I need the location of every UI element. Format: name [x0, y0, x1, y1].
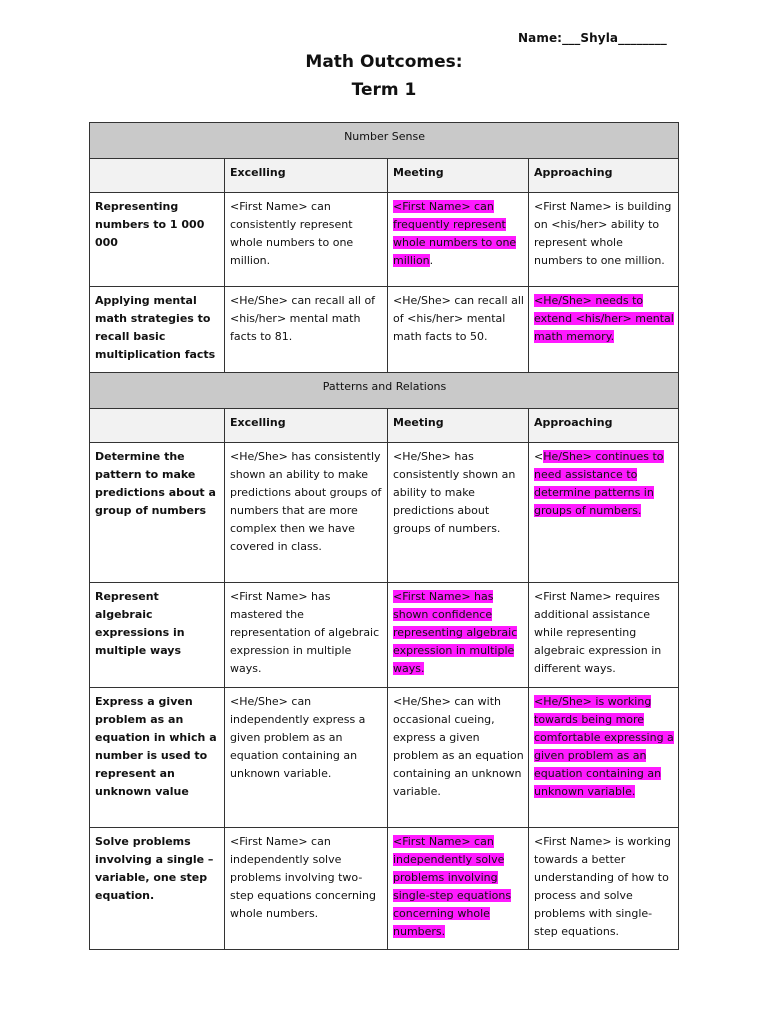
outcome-cell: Representing numbers to 1 000 000: [90, 193, 225, 287]
approaching-cell: [529, 828, 679, 950]
outcome-cell: Determine the pattern to make predictions about a group of numbers: [90, 443, 225, 583]
highlighted-text: He/She> continues to need assistance to determine patterns in groups of numbers.: [534, 450, 664, 517]
cell-text: <First Name> is building on <his/her> ability to represent whole numbers to one million.: [534, 200, 672, 267]
approaching-cell: [529, 443, 679, 583]
section-title: Number Sense: [90, 123, 679, 159]
table-row: [90, 287, 679, 373]
column-header-excelling: Excelling: [225, 159, 388, 193]
student-name-line: Name:___Shyla________: [518, 31, 667, 45]
cell-text: <He/She> can with occasional cueing, express a given problem as an equation containing an unknown variable.: [393, 695, 524, 798]
outcome-cell: Solve problems involving a single – variable, one step equation.: [90, 828, 225, 950]
table-row: [90, 828, 679, 950]
column-header-row: [90, 159, 679, 193]
outcome-cell: Applying mental math strategies to recall basic multiplication facts: [90, 287, 225, 373]
highlighted-text: <First Name> can frequently represent whole numbers to one million: [393, 200, 517, 267]
column-header-meeting: Meeting: [388, 159, 529, 193]
table-row: [90, 443, 679, 583]
column-header-approaching: Approaching: [529, 409, 679, 443]
page-subtitle-term: Term 1: [351, 80, 417, 100]
meeting-cell: [388, 287, 529, 373]
excelling-cell: [225, 583, 388, 688]
excelling-cell: [225, 287, 388, 373]
blank-header-cell: [90, 409, 225, 443]
column-header-approaching: Approaching: [529, 159, 679, 193]
approaching-cell: [529, 193, 679, 287]
meeting-cell: [388, 443, 529, 583]
approaching-cell: [529, 688, 679, 828]
table-row: [90, 193, 679, 287]
table-row: [90, 583, 679, 688]
cell-text: <First Name> requires additional assistance while representing algebraic expression in different ways.: [534, 590, 662, 675]
outcome-cell: Represent algebraic expressions in multiple ways: [90, 583, 225, 688]
outcome-cell: Express a given problem as an equation in which a number is used to represent an unknown value: [90, 688, 225, 828]
excelling-cell: [225, 443, 388, 583]
cell-text: <First Name> has mastered the representation of algebraic expression in multiple ways.: [230, 590, 380, 675]
section-header-row: [90, 373, 679, 409]
approaching-cell: [529, 287, 679, 373]
cell-text: <First Name> can independently solve problems involving two-step equations concerning whole numbers.: [230, 835, 376, 920]
meeting-cell: [388, 688, 529, 828]
column-header-row: [90, 409, 679, 443]
cell-text: <He/She> can recall all of <his/her> mental math facts to 81.: [230, 294, 376, 343]
table-row: [90, 688, 679, 828]
section-title: Patterns and Relations: [90, 373, 679, 409]
cell-text: <He/She> can independently express a given problem as an equation containing an unknown variable.: [230, 695, 366, 780]
cell-text: <First Name> is working towards a better understanding of how to process and solve problems with single-step equations.: [534, 835, 671, 938]
approaching-cell: [529, 583, 679, 688]
excelling-cell: [225, 688, 388, 828]
highlighted-text: <First Name> has shown confidence representing algebraic expression in multiple ways.: [393, 590, 518, 675]
cell-text: <He/She> has consistently shown an ability to make predictions about groups of numbers.: [393, 450, 516, 535]
cell-text: <He/She> has consistently shown an ability to make predictions about groups of numbers that are more complex then we have covered in class.: [230, 450, 382, 553]
column-header-excelling: Excelling: [225, 409, 388, 443]
outcomes-table: [89, 122, 679, 950]
meeting-cell: [388, 828, 529, 950]
section-header-row: [90, 123, 679, 159]
highlighted-text: <He/She> needs to extend <his/her> mental math memory.: [534, 294, 674, 343]
meeting-cell: [388, 193, 529, 287]
meeting-cell: [388, 583, 529, 688]
cell-text-suffix: .: [429, 254, 434, 267]
cell-text-prefix: <: [534, 450, 544, 463]
highlighted-text: <First Name> can independently solve problems involving single-step equations concerning whole numbers.: [393, 835, 512, 938]
blank-header-cell: [90, 159, 225, 193]
cell-text: <First Name> can consistently represent whole numbers to one million.: [230, 200, 354, 267]
excelling-cell: [225, 193, 388, 287]
page-title: Math Outcomes:: [305, 52, 463, 72]
column-header-meeting: Meeting: [388, 409, 529, 443]
highlighted-text: <He/She> is working towards being more comfortable expressing a given problem as an equation containing an unknown variable.: [534, 695, 674, 798]
cell-text: <He/She> can recall all of <his/her> mental math facts to 50.: [393, 294, 524, 343]
excelling-cell: [225, 828, 388, 950]
